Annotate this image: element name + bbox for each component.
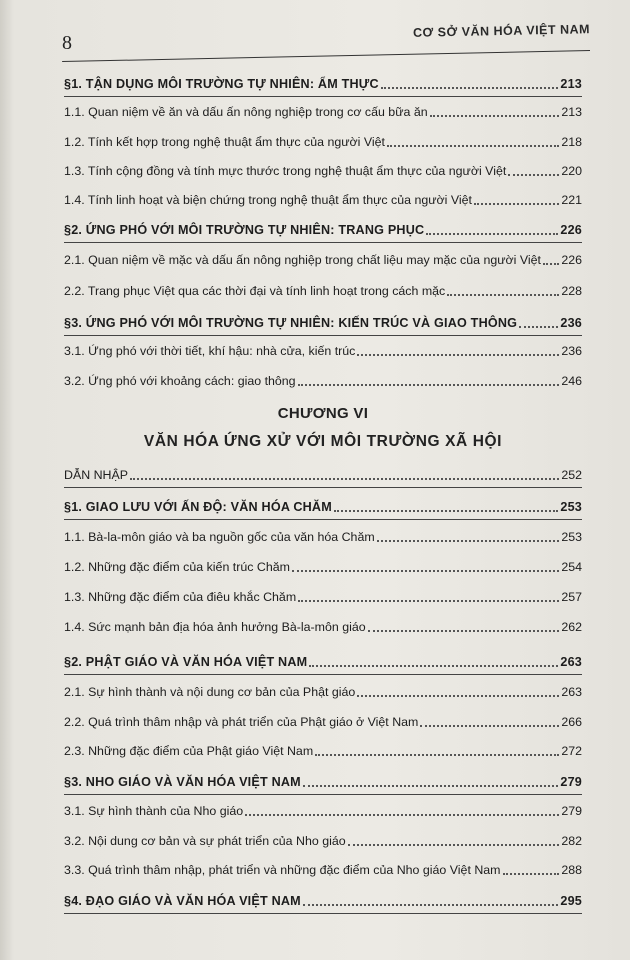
- toc-page: 246: [561, 374, 582, 388]
- leader-dots: [426, 233, 558, 235]
- leader-dots: [245, 814, 559, 816]
- toc-item: [64, 529, 582, 545]
- toc-section: [64, 893, 582, 909]
- toc-item: [64, 803, 582, 819]
- toc-page: 263: [561, 685, 582, 699]
- toc-page: 288: [561, 863, 582, 877]
- toc-title: 3.1. Sự hình thành của Nho giáo: [64, 804, 244, 818]
- leader-dots: [303, 904, 559, 906]
- leader-dots: [315, 754, 559, 756]
- toc-title: 2.1. Sự hình thành và nội dung cơ bản của Phật giáo: [64, 685, 356, 699]
- toc-page: 279: [560, 775, 582, 789]
- section-rule: [64, 674, 582, 675]
- toc-page: 213: [560, 77, 582, 91]
- leader-dots: [348, 844, 560, 846]
- toc-page: 220: [561, 164, 582, 178]
- toc-item: [64, 283, 582, 299]
- toc-page: 253: [560, 500, 582, 514]
- toc-page: 254: [561, 560, 582, 574]
- section-rule: [64, 335, 582, 336]
- toc-item: [64, 714, 582, 730]
- toc-item: [64, 252, 582, 268]
- leader-dots: [447, 294, 559, 296]
- section-rule: [64, 913, 582, 914]
- toc-item: [64, 833, 582, 849]
- toc-page: 213: [561, 105, 582, 119]
- toc-page: 236: [560, 316, 582, 330]
- toc-item: [64, 134, 582, 150]
- toc-title: 1.4. Tính linh hoạt và biện chứng trong nghệ thuật ẩm thực của người Việt: [64, 193, 472, 207]
- toc-item: [64, 163, 582, 179]
- toc-item: [64, 192, 582, 208]
- toc-item: [64, 589, 582, 605]
- toc-title: 1.4. Sức mạnh bản địa hóa ảnh hưởng Bà-la-môn giáo: [64, 620, 366, 634]
- toc-page: 266: [561, 715, 582, 729]
- toc-title: 2.2. Trang phục Việt qua các thời đại và tính linh hoạt trong cách mặc: [64, 284, 446, 298]
- toc-title: 2.3. Những đặc điểm của Phật giáo Việt Nam: [64, 744, 314, 758]
- section-rule: [64, 794, 582, 795]
- leader-dots: [430, 115, 560, 117]
- page-number: 8: [62, 32, 72, 54]
- section-rule: [64, 519, 582, 520]
- toc-title: 1.3. Những đặc điểm của điêu khắc Chăm: [64, 590, 297, 604]
- toc-page: 295: [560, 894, 582, 908]
- toc-title: 1.2. Tính kết hợp trong nghệ thuật ẩm thực của người Việt: [64, 135, 386, 149]
- leader-dots: [357, 695, 559, 697]
- toc-section: [64, 315, 582, 331]
- leader-dots: [474, 203, 559, 205]
- toc-title: 3.3. Quá trình thâm nhập, phát triển và những đặc điểm của Nho giáo Việt Nam: [64, 863, 501, 877]
- leader-dots: [503, 873, 560, 875]
- toc-item: [64, 743, 582, 759]
- toc-intro: [64, 467, 582, 483]
- toc-section: [64, 222, 582, 238]
- leader-dots: [368, 630, 560, 632]
- leader-dots: [130, 478, 559, 480]
- toc-title: §2. PHẬT GIÁO VÀ VĂN HÓA VIỆT NAM: [64, 655, 308, 669]
- toc-page: 221: [561, 193, 582, 207]
- leader-dots: [334, 510, 558, 512]
- leader-dots: [420, 725, 559, 727]
- toc-page: 263: [560, 655, 582, 669]
- toc-page: 226: [560, 223, 582, 237]
- toc-title: §3. ỨNG PHÓ VỚI MÔI TRƯỜNG TỰ NHIÊN: KIẾN TRÚC VÀ GIAO THÔNG: [64, 316, 518, 330]
- toc-title: 1.1. Bà-la-môn giáo và ba nguồn gốc của văn hóa Chăm: [64, 530, 375, 544]
- section-rule: [64, 487, 582, 488]
- chapter-title: VĂN HÓA ỨNG XỬ VỚI MÔI TRƯỜNG XÃ HỘI: [143, 433, 503, 450]
- toc-item: [64, 619, 582, 635]
- toc-section: [64, 499, 582, 515]
- toc-item: [64, 104, 582, 120]
- leader-dots: [298, 600, 559, 602]
- leader-dots: [381, 87, 559, 89]
- leader-dots: [519, 326, 558, 328]
- toc-page: 236: [561, 344, 582, 358]
- toc-page: 279: [561, 804, 582, 818]
- toc-page: 226: [561, 253, 582, 267]
- toc-page: 282: [561, 834, 582, 848]
- toc-page: 228: [561, 284, 582, 298]
- toc-title: 3.2. Ứng phó với khoảng cách: giao thông: [64, 374, 296, 388]
- toc-page: 252: [561, 468, 582, 482]
- toc-page: 262: [561, 620, 582, 634]
- toc-page: 218: [561, 135, 582, 149]
- toc-title: §2. ỨNG PHÓ VỚI MÔI TRƯỜNG TỰ NHIÊN: TRANG PHỤC: [64, 223, 425, 237]
- leader-dots: [387, 145, 559, 147]
- leader-dots: [292, 570, 559, 572]
- running-head: CƠ SỞ VĂN HÓA VIỆT NAM: [412, 22, 591, 40]
- toc-title: §3. NHO GIÁO VÀ VĂN HÓA VIỆT NAM: [64, 775, 301, 789]
- toc-item: [64, 343, 582, 359]
- toc-section: [64, 76, 582, 92]
- section-rule: [64, 242, 582, 243]
- toc-item: [64, 373, 582, 389]
- toc-item: [64, 559, 582, 575]
- page-header: [62, 22, 590, 62]
- toc-title: §1. TẬN DỤNG MÔI TRƯỜNG TỰ NHIÊN: ẨM THỰC: [64, 77, 379, 91]
- toc-title: §1. GIAO LƯU VỚI ẤN ĐỘ: VĂN HÓA CHĂM: [64, 500, 332, 514]
- leader-dots: [309, 665, 558, 667]
- leader-dots: [298, 384, 560, 386]
- toc-title: 3.2. Nội dung cơ bản và sự phát triển của Nho giáo: [64, 834, 346, 848]
- toc-title: DẪN NHẬP: [64, 468, 129, 482]
- toc-section: [64, 774, 582, 790]
- toc-title: 1.2. Những đặc điểm của kiến trúc Chăm: [64, 560, 290, 574]
- toc-item: [64, 684, 582, 700]
- toc-title: 2.1. Quan niệm về mặc và dấu ấn nông nghiệp trong chất liệu may mặc của người Việt: [64, 253, 541, 267]
- toc-title: 3.1. Ứng phó với thời tiết, khí hậu: nhà cửa, kiến trúc: [64, 344, 356, 358]
- toc-page: 253: [561, 530, 582, 544]
- toc-title: 2.2. Quá trình thâm nhập và phát triển của Phật giáo ở Việt Nam: [64, 715, 419, 729]
- header-rule: [62, 50, 590, 62]
- leader-dots: [508, 174, 559, 176]
- toc-section: [64, 654, 582, 670]
- toc-title: §4. ĐẠO GIÁO VÀ VĂN HÓA VIỆT NAM: [64, 894, 301, 908]
- toc-title: 1.3. Tính cộng đồng và tính mực thước trong nghệ thuật ẩm thực của người Việt: [64, 164, 507, 178]
- leader-dots: [357, 354, 559, 356]
- leader-dots: [377, 540, 560, 542]
- toc-item: [64, 862, 582, 878]
- leader-dots: [543, 263, 559, 265]
- toc-page: 257: [561, 590, 582, 604]
- leader-dots: [303, 785, 559, 787]
- section-rule: [64, 96, 582, 97]
- toc-page: 272: [561, 744, 582, 758]
- chapter-label: CHƯƠNG VI: [277, 405, 369, 422]
- toc-title: 1.1. Quan niệm về ăn và dấu ấn nông nghiệp trong cơ cấu bữa ăn: [64, 105, 428, 119]
